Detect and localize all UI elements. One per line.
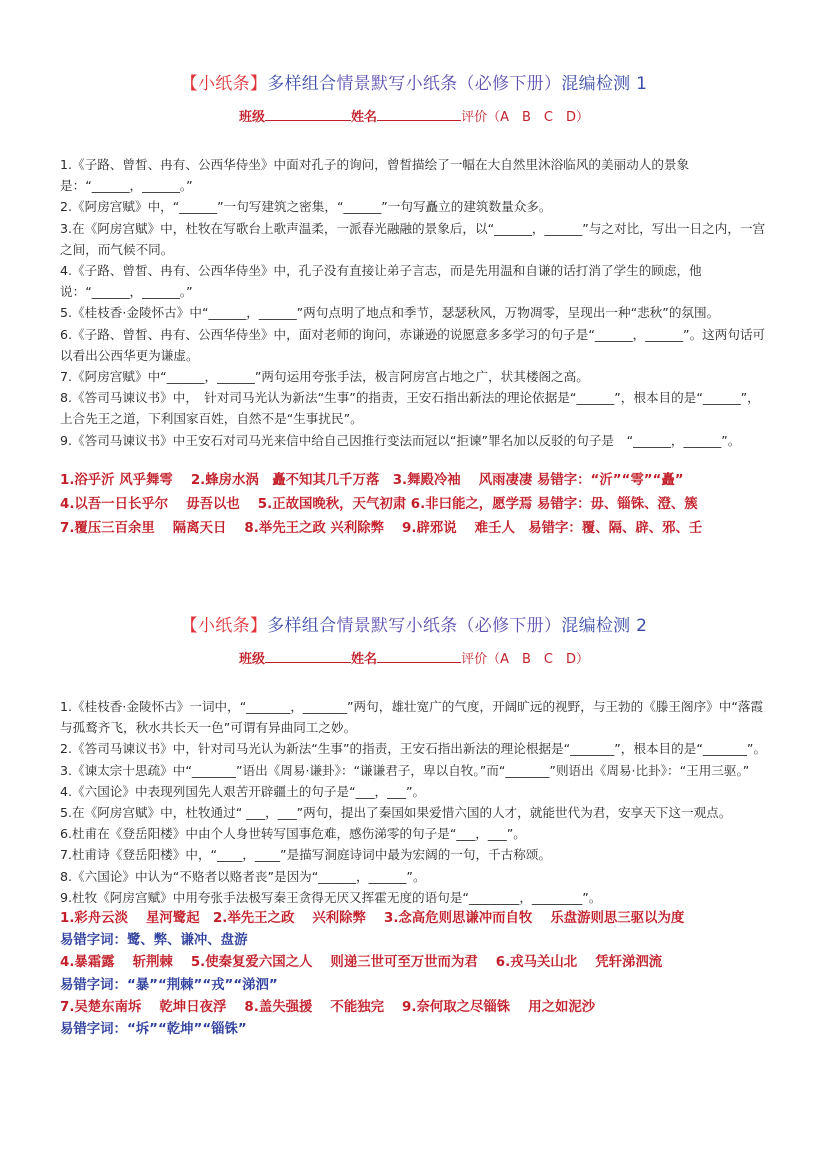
answer-line: 易错字词：“暴”“荆棘”“戎”“涕泗” [60,977,278,993]
answer-key [60,908,768,1041]
answer-line: 4.暴霜露 斩荆棘 5.使秦复爱六国之人 则递三世可至万世而为君 6.戎马关山北 凭轩涕泗流 [60,955,663,971]
question-item: 5.《桂枝香·金陵怀古》中“______，______”两句点明了地点和季节，瑟瑟秋风，万物凋零，呈现出一种“悲秋”的氛围。 [60,305,720,321]
question-list [60,154,768,451]
title-part-a: 多样组合 [267,74,337,94]
question-item: 8.《六国论》中认为“不赂者以赂者丧”是因为“______，______”。 [60,868,426,884]
answer-key [60,469,768,541]
question-item: 4.《六国论》中表现列国先人艰苦开辟疆土的句子是“___，___”。 [60,783,426,799]
evaluation-label: 评价（A B C D） [461,110,589,125]
name-blank[interactable] [377,648,461,663]
answer-line: 易错字词：鹭、弊、谦冲、盘游 [60,933,248,949]
section-title [60,612,768,640]
title-bracket: 【小纸条】 [180,616,268,636]
question-item: 9.《答司马谏议书》中王安石对司马光来信中给自己因推行变法而冠以“拒谏”罪名加以反驳的句子是 “______，______”。 [60,432,741,448]
question-item: 1.《桂枝香·金陵怀古》一词中，“_______，_______”两句，雄壮宽广的气度，开阔旷远的视野，与王勃的《滕王阁序》中“落霞与孤鹜齐飞，秋水共长天一色”可谓有异曲同工之妙。 [60,699,764,736]
question-item: 8.《答司马谏议书》中， 针对司马光认为新法“生事”的指责，王安石指出新法的理论依据是“______”，根本目的是“______”，上合先王之道，下利国家百姓，自然不是“生事扰民”。 [60,390,760,427]
answer-line: 1.浴乎沂 风乎舞雩 2.蜂房水涡 矗不知其几千万落 3.舞殿冷袖 风雨凄凄 易错字：“沂”“雩”“矗” [60,472,684,488]
class-blank[interactable] [265,106,351,121]
answer-line: 4.以吾一日长乎尔 毋吾以也 5.正故国晚秋，天气初肃 6.非曰能之，愿学焉 易错字：毋、锱铢、澄、簇 [60,496,698,512]
evaluation-label: 评价（A B C D） [461,652,589,667]
header-fields [60,106,768,128]
worksheet-section-2 [60,612,768,1041]
question-item: 6.杜甫在《登岳阳楼》中由个人身世转写国事危难，感伤涕零的句子是“___，___”。 [60,826,526,842]
question-item: 3.在《阿房宫赋》中，杜牧在写歌台上歌声温柔，一派春光融融的景象后，以“______，______”与之对比，写出一日之内，一宫之间，而气候不同。 [60,220,766,257]
class-blank[interactable] [265,648,351,663]
title-part-c: 混编检测 2 [561,616,648,636]
question-item: 3.《谏太宗十思疏》中“_______”语出《周易·谦卦》：“谦谦君子，卑以自牧。”而“_______”则语出《周易·比卦》：“王用三驱。” [60,762,750,778]
header-fields [60,648,768,670]
question-item: 5.在《阿房宫赋》中，杜牧通过“ ___，___”两句，提出了秦国如果爱惜六国的人才，就能世代为君，安享天下这一观点。 [60,805,732,821]
question-item: 7.杜甫诗《登岳阳楼》中，“____，____”是描写洞庭诗词中最为宏阔的一句，千古称颂。 [60,847,552,863]
question-item: 9.杜牧《阿房宫赋》中用夸张手法极写秦王贪得无厌又挥霍无度的语句是“________，________”。 [60,889,602,905]
name-blank[interactable] [377,106,461,121]
question-list [60,696,768,908]
title-bracket: 【小纸条】 [180,74,268,94]
title-part-a: 多样组合 [267,616,337,636]
answer-line: 1.彩舟云淡 星河鹭起 2.举先王之政 兴利除弊 3.念高危则思谦冲而自牧 乐盘游则思三驱以为度 [60,911,685,927]
class-label: 班级 [239,110,266,125]
title-part-c: 混编检测 1 [561,74,648,94]
title-part-b: 情景默写小纸条（必修下册） [336,616,562,636]
question-item: 2.《答司马谏议书》中，针对司马光认为新法“生事”的指责，王安石指出新法的理论根据是“_______”，根本目的是“_______”。 [60,741,767,757]
question-item: 2.《阿房宫赋》中，“______”一句写建筑之密集，“______”一句写矗立的建筑数量众多。 [60,199,552,215]
question-item: 1.《子路、曾皙、冉有、公西华侍坐》中面对孔子的询问，曾皙描绘了一幅在大自然里沐浴临风的美丽动人的景象是：“______，______。” [60,157,690,194]
name-label: 姓名 [351,652,378,667]
answer-line: 易错字词：“坼”“乾坤”“锱铢” [60,1022,247,1038]
name-label: 姓名 [351,110,378,125]
question-item: 7.《阿房宫赋》中“______，______”两句运用夸张手法，极言阿房宫占地之广，状其楼阁之高。 [60,369,589,385]
worksheet-section-1 [60,70,768,541]
answer-line: 7.吴楚东南坼 乾坤日夜浮 8.盖失强援 不能独完 9.奈何取之尽锱铢 用之如泥沙 [60,999,596,1015]
answer-line: 7.覆压三百余里 隔离天日 8.举先王之政 兴利除弊 9.辟邪说 难壬人 易错字：覆、隔、辟、邪、壬 [60,520,703,536]
question-item: 6.《子路、曾皙、冉有、公西华侍坐》中，面对老师的询问，赤谦逊的说愿意多多学习的句子是“______，______”。这两句话可以看出公西华更为谦虚。 [60,326,766,363]
title-part-b: 情景默写小纸条（必修下册） [336,74,562,94]
question-item: 4.《子路、曾皙、冉有、公西华侍坐》中，孔子没有直接让弟子言志，而是先用温和自谦的话打消了学生的顾虑，他说：“______，______。” [60,263,702,300]
class-label: 班级 [239,652,266,667]
section-title [60,70,768,98]
